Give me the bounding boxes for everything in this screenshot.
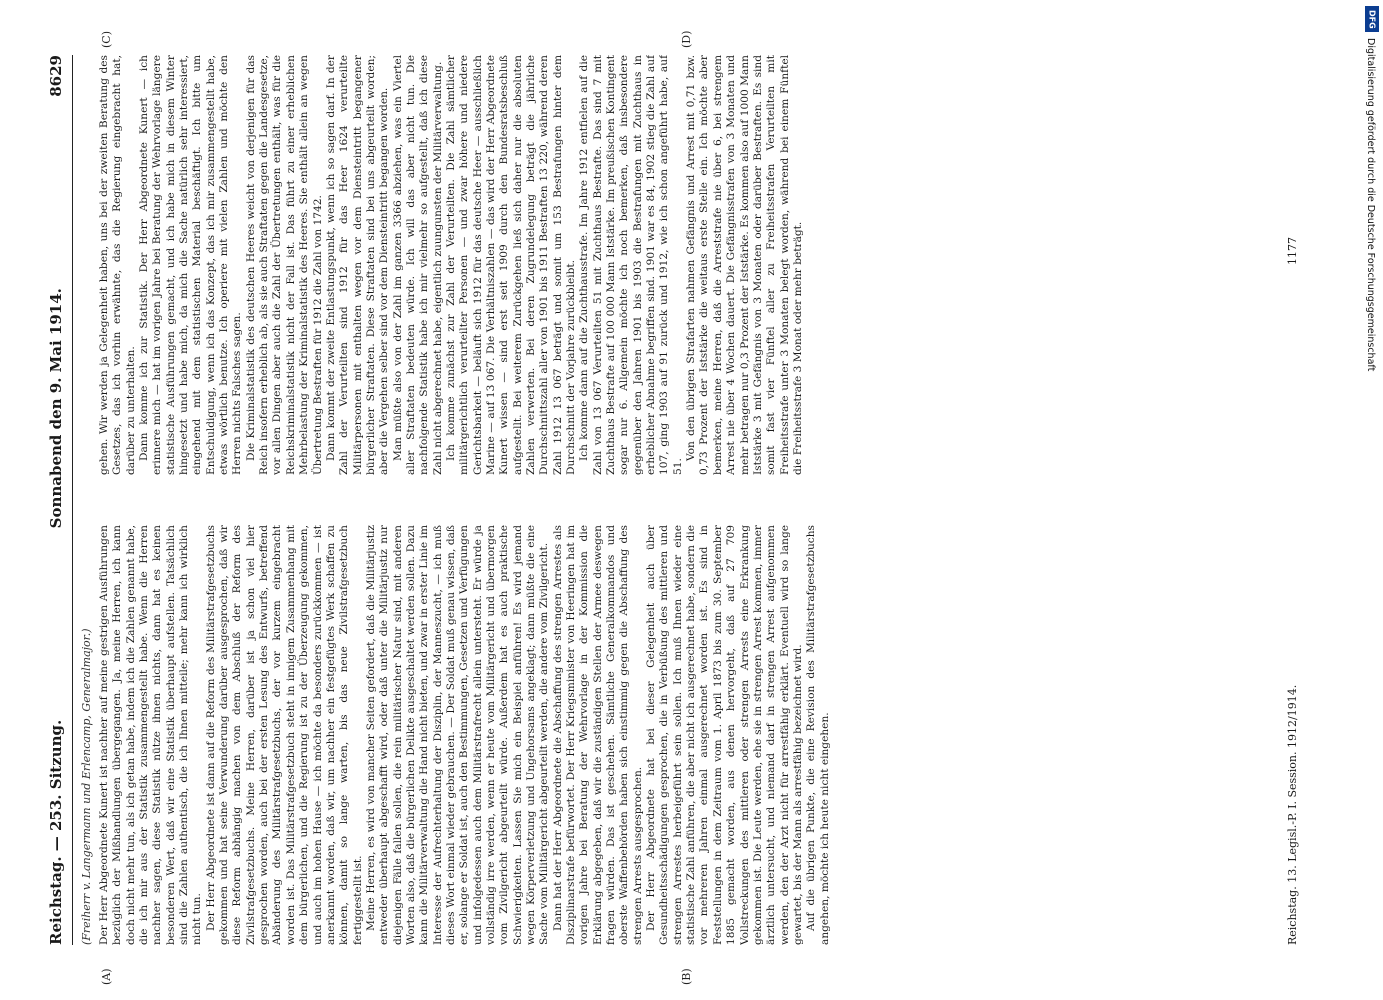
paragraph: Die Kriminalstatistik des deutschen Heeres weicht von derjenigen für das Reich insofern erheblich ab, als sie auch Straftaten gegen die Landesgesetze, vor allen Dingen aber auch die Zahl der Übertretungen enthält, was für die Reichskriminalstatistik nicht der Fall ist. Das führt zu einer erheblichen Mehrbelastung der Kriminalstatistik des Heeres. Sie enthält allein an wegen Übertretung Bestraften für 1912 die Zahl von 1742. (244, 55, 324, 475)
paragraph: Von den übrigen Strafarten nahmen Gefängnis und Arrest mit 0,71 bzw. 0,73 Prozent der Iststärke die weitaus erste Stelle ein. Ich möchte aber bemerken, meine Herren, daß die Arreststrafe nie über 6, bei strengem Arrest nie über 4 Wochen dauert. Die Gefängnisstrafen von 3 Monaten und mehr betragen nur 0,3 Prozent der Iststärke. Es kommen also auf 1000 Mann Iststärke 3 mit Gefängnis von 3 Monaten oder darüber Bestraften. Es sind somit fast vier Fünftel aller zu Freiheitsstrafen Verurteilten mit Freiheitsstrafe unter 3 Monaten belegt worden, während bei einem Fünftel die Freiheitsstrafe 3 Monat oder mehr beträgt. (685, 55, 804, 475)
dfg-logo: DFG (1365, 6, 1379, 32)
dfg-banner (1365, 6, 1379, 686)
footer-page-number: 1177 (1285, 237, 1299, 265)
paragraph: Ich komme zunächst zur Zahl der Verurteilten. Die Zahl sämtlicher militärgerichtlich verurteilter Personen — und zwar höhere und niedere Gerichtsbarkeit — beläuft sich 1912 für das deutsche Heer — ausschließlich Marine — auf 13 067. Die Verhältniszahlen — das wird der Herr Abgeordnete Kunert wissen — sind erst seit 1909 durch den Bundesratsbeschluß aufgestellt. Bei weiterem Zurückgehen ließ sich daher nur die absoluten Zahlen verwerten. Bei deren Zugrundelegung beträgt die jährliche Durchschnittszahl aller von 1901 bis 1911 Bestraften 13 220, während deren Zahl 1912 13 067 beträgt und somit um 153 Bestrafungen hinter dem Durchschnitt der Vorjahre zurückbleibt. (444, 55, 578, 475)
paragraph: Der Herr Abgeordnete Kunert ist nachher auf meine gestrigen Ausführungen bezüglich der Mißhandlungen übergegangen. Ja, meine Herren, ich kann doch nicht mehr tun, als ich getan habe, indem ich die Zahlen genannt habe, die ich mir aus der Statistik zusammengestellt habe. Wenn die Herren nachher sagen, diese Statistik nütze ihnen nichts, dann hat es keinen besonderen Wert, daß wir eine Statistik überhaupt aufstellen. Tatsächlich sind die Zahlen authentisch, die ich Ihnen mitteile; mehr kann ich wirklich nicht tun. (98, 525, 204, 945)
dfg-credit-text: Digitalisierung gefördert durch die Deutsche Forschungsgemeinschaft (1365, 38, 1376, 372)
text-column-left (98, 525, 1263, 945)
paragraph: Ich komme dann auf die Zuchthausstrafe. Im Jahre 1912 entfielen auf die Zahl von 13 067 Verurteilten 51 mit Zuchthaus Bestrafte. Das sind 7 mit Zuchthaus Bestrafte auf 100 000 Mann Iststärke. Im preußischen Kontingent sogar nur 6. Allgemein möchte ich noch bemerken, daß insbesondere gegenüber den Jahren 1901 bis 1903 die Bestrafungen mit Zuchthaus in erheblicher Abnahme begriffen sind. 1901 war es 84, 1902 stieg die Zahl auf 107, ging 1903 auf 91 zurück und 1912, wie ich schon angeführt habe, auf 51. (578, 55, 684, 475)
paragraph: Dann hat der Herr Abgeordnete die Abschaffung des strengen Arrestes als Disziplinarstrafe befürwortet. Der Herr Kriegsminister von Heeringen hat im vorigen Jahre bei Beratung der Wehrvorlage in der Kommission die Erklärung abgegeben, daß wir die zuständigen Stellen der Armee deswegen fragen würden. Das ist geschehen. Sämtliche Generalkommandos und oberste Waffenbehörden haben sich einstimmig gegen die Abschaffung des strengen Arrests ausgesprochen. (551, 525, 644, 945)
page-header (40, 55, 73, 945)
page-content (40, 30, 1330, 985)
paragraph: gehen. Wir werden ja Gelegenheit haben, uns bei der zweiten Beratung des Gesetzes, das ich vorhin erwähnte, das die Regierung eingebracht hat, darüber zu unterhalten. (98, 55, 137, 475)
footer-source: Reichstag. 13. Legisl.-P. I. Session. 1912/1914. (1285, 684, 1299, 945)
margin-mark-c: (C) (100, 31, 113, 48)
paragraph: Man müßte also von der Zahl im ganzen 3366 abziehen, was ein Viertel aller Straftaten bedeuten würde. Ich will das aber nicht tun. Die nachfolgende Statistik habe ich mir vielmehr so aufgestellt, daß ich diese Zahl nicht abgerechnet habe, eigentlich zuungunsten der Militärverwaltung. (391, 55, 444, 475)
paragraph: Meine Herren, es wird von mancher Seiten gefordert, daß die Militärjustiz entweder überhaupt abgeschafft wird, oder daß unter die Militärjustiz nur diejenigen Fälle fallen sollen, die rein militärischer Natur sind, mit anderen Worten also, daß die bürgerlichen Delikte ausgeschaltet werden sollen. Dazu kann die Militärverwaltung die Hand nicht bieten, und zwar in erster Linie im Interesse der Aufrechterhaltung der Disziplin, der Manneszucht, — ich muß dieses Wort einmal wieder gebrauchen. — Der Soldat muß genau wissen, daß er, solange er Soldat ist, auch den Bestimmungen, Gesetzen und Verfügungen und infolgedessen auch dem Militärstrafrecht allein untersteht. Er würde ja vollständig irre werden, wenn er heute vom Militärgericht und übermorgen vom Zivilgericht abgeurteilt würde. Außerdem hat es auch praktische Schwierigkeiten. Lassen Sie mich ein Beispiel anführen! Es wird jemand wegen Körperverletzung und Ungehorsams angeklagt; dann müßte die eine Sache vom Militärgericht abgeurteilt werden, die andere vom Zivilgericht. (364, 525, 551, 945)
header-left: Reichstag. — 253. Sitzung. (47, 719, 65, 945)
paragraph: Dann kommt der zweite Entlastungspunkt, wenn ich so sagen darf. In der Zahl der Verurteilten sind 1912 für das Heer 1624 verurteilte Militärpersonen mit enthalten wegen vor dem Diensteintritt begangener bürgerlicher Straftaten. Diese Straftaten sind bei uns abgeurteilt worden; aber die Vergehen selber sind vor dem Diensteintritt begangen worden. (324, 55, 391, 475)
page-footer (1280, 55, 1304, 945)
paragraph: Dann komme ich zur Statistik. Der Herr Abgeordnete Kunert — ich erinnere mich — hat im vorigen Jahre bei Beratung der Wehrvorlage längere statistische Ausführungen gemacht, und ich habe mich in diesem Winter hingesetzt und habe mich, da mich die Sache natürlich sehr interessiert, eingehend mit dem statistischen Material beschäftigt. Ich bitte um Entschuldigung, wenn ich das Konzept, das ich mir zusammengestellt habe, etwas wörtlich benutze. Ich operiere mit vielen Zahlen und möchte den Herren nichts Falsches sagen. (138, 55, 244, 475)
speaker-note: (Freiherr v. Langermann und Erlencamp, Generalmajor.) (80, 628, 93, 945)
margin-mark-a: (A) (100, 968, 113, 985)
paragraph: Auf die übrigen Punkte, die eine Revision des Militärstrafgesetzbuchs angehen, möchte ich heute nicht eingehen. (805, 525, 831, 945)
header-page-number: 8629 (47, 55, 65, 97)
header-date: Sonnabend den 9. Mai 1914. (47, 288, 65, 529)
paragraph: Der Herr Abgeordnete hat bei dieser Gelegenheit auch über Gesundheitsschädigungen gesprochen, die in Verbüßung des mittleren und strengen Arrestes herbeigeführt sein sollen. Ich muß Ihnen wieder eine statistische Zahl anführen, die aber nicht ich ausgerechnet habe, sondern die vor mehreren Jahren einmal ausgerechnet worden ist. Es sind in Feststellungen in dem Zeitraum vom 1. April 1873 bis zum 30. September 1885 gemacht worden, aus denen hervorgeht, daß auf 27 709 Vollstreckungen des mittleren oder strengen Arrests eine Erkrankung gekommen ist. Die Leute werden, ehe sie in strengen Arrest kommen, immer ärztlich untersucht, und niemand darf in strengen Arrest aufgenommen werden, den der Arzt nicht für arrestfähig erklärt. Eventuell wird so lange gewartet, bis der Mann als arrestfähig bezeichnet wird. (645, 525, 804, 945)
margin-mark-b: (B) (680, 968, 693, 985)
text-column-right (98, 55, 1263, 475)
margin-mark-d: (D) (680, 30, 693, 48)
paragraph: Der Herr Abgeordnete ist dann auf die Reform des Militärstrafgesetzbuchs gekommen und hat seine Verwunderung darüber ausgesprochen, daß wir diese Reform abhängig machen von dem Abschluß der Reform des Zivilstrafgesetzbuchs. Meine Herren, darüber ist ja schon viel hier gesprochen worden, auch bei der ersten Lesung des Entwurfs, betreffend Abänderung des Militärstrafgesetzbuchs, der vor kurzem eingebracht worden ist. Das Militärstrafgesetzbuch steht in innigem Zusammenhang mit dem bürgerlichen, und die Regierung ist zu der Überzeugung gekommen, und auch im hohen Hause — ich möchte da besonders zurückkommen — ist anerkannt worden, daß wir, um nachher ein festgefügtes Werk schaffen zu können, damit so lange warten, bis das neue Zivilstrafgesetzbuch fertiggestellt ist. (204, 525, 364, 945)
